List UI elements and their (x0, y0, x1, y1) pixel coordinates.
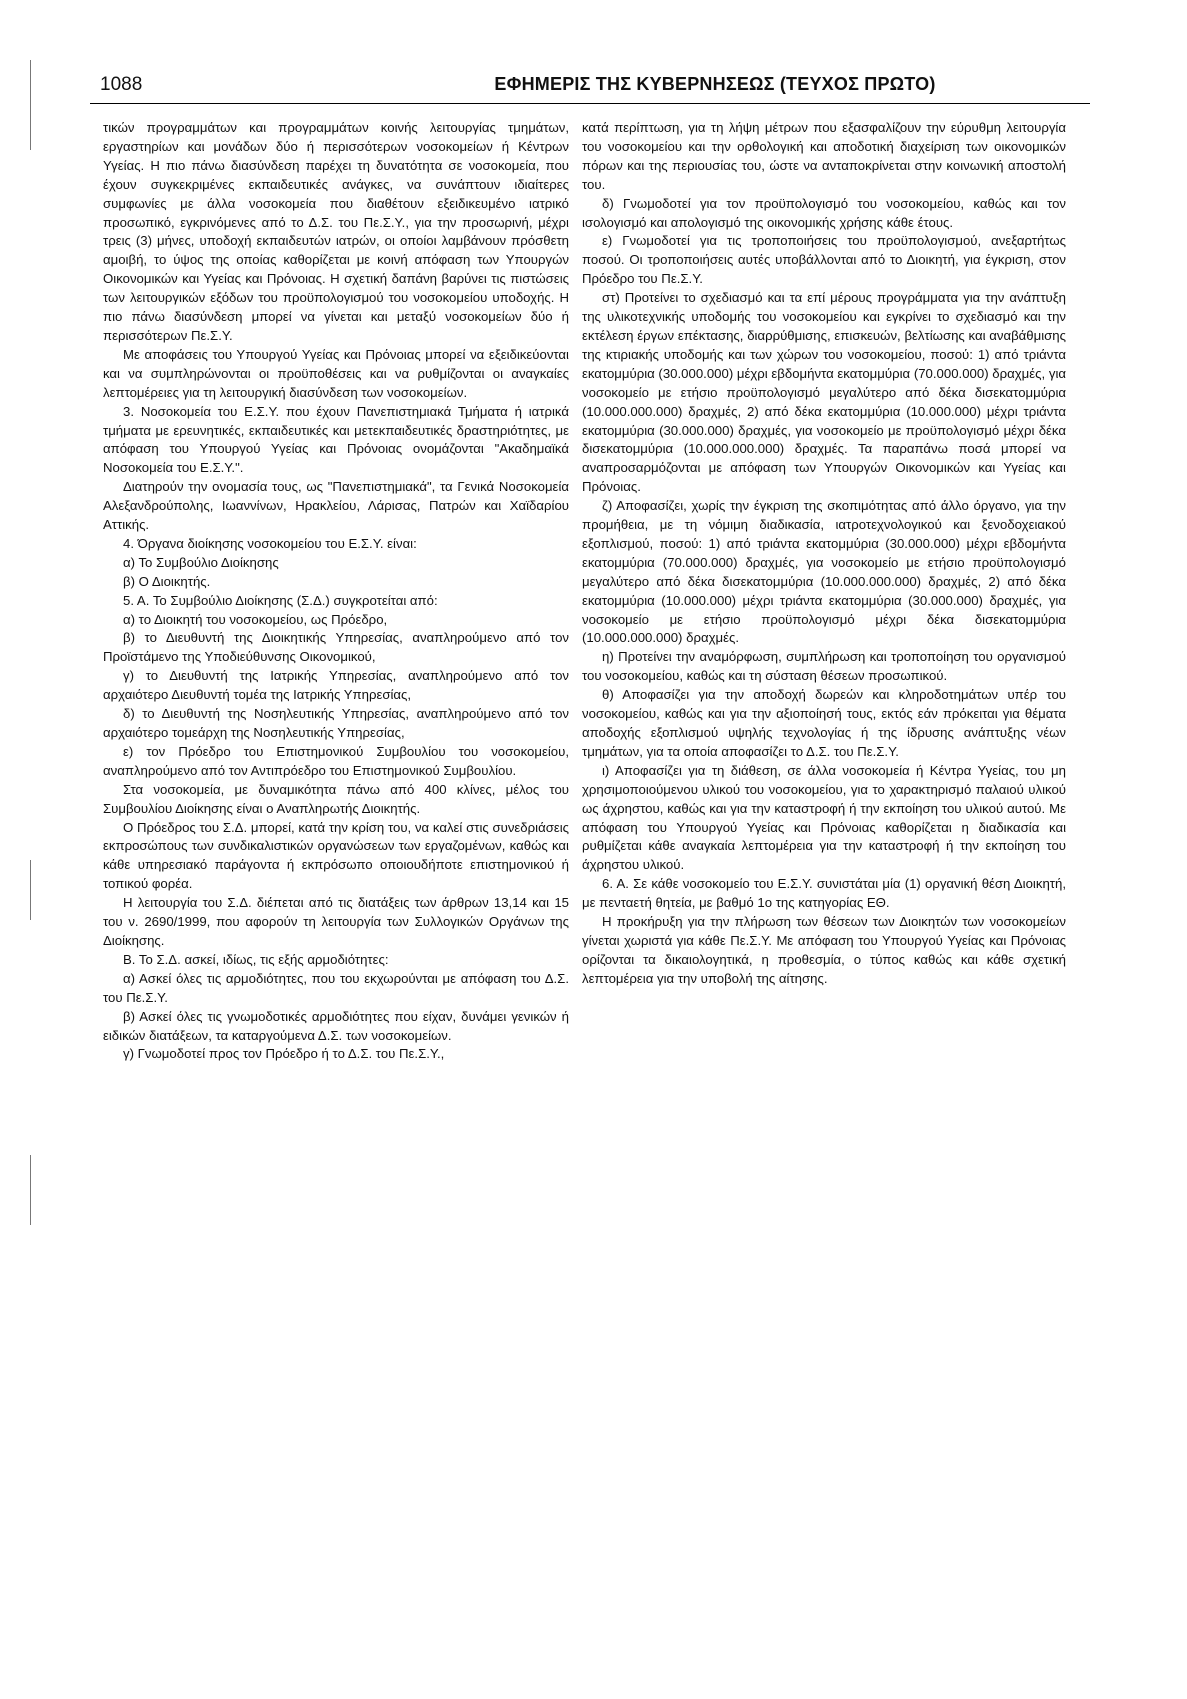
paragraph: Στα νοσοκομεία, με δυναμικότητα πάνω από 400 κλίνες, μέλος του Συμβουλίου Διοίκησης είναι ο Αναπληρωτής Διοικητής. (103, 781, 569, 816)
paragraph: α) Το Συμβούλιο Διοίκησης (123, 554, 279, 570)
paragraph: θ) Αποφασίζει για την αποδοχή δωρεών και κληροδοτημάτων υπέρ του νοσοκομείου, καθώς και για την αξιοποίησή τους, εκτός εάν πρόκειται για θέματα αποδοχής εξοπλισμού υψηλής τεχνολογίας ή της ίδρυσης ανάπτυξης νέων τμημάτων, για τα οποία αποφασίζει το Δ.Σ. του Πε.Σ.Υ. (582, 687, 1066, 759)
scan-margin-line (30, 1155, 31, 1225)
paragraph: ζ) Αποφασίζει, χωρίς την έγκριση της σκοπιμότητας από άλλο όργανο, για την προμήθεια, με τη νόμιμη διαδικασία, ιατροτεχνολογικού και ξενοδοχειακού εξοπλισμού, ποσού: 1) από τριάντα εκατομμύρια (30.000.000) μέχρι εβδομήντα εκατομμύρια (70.000.000) δραχμές, για νοσοκομείο με ετήσιο προϋπολογισμό μεγαλύτερο από δέκα δισεκατομμύρια (10.000.000.000) δραχμές, 2) από δέκα εκατομμύρια (10.000.000) μέχρι τριάντα εκατομμύρια (30.000.000) δραχμές, για νοσοκομείο με ετήσιο προϋπολογισμό μέχρι δέκα δισεκατομμύρια (10.000.000.000) δραχμές. (582, 498, 1066, 646)
paragraph: 3. Νοσοκομεία του Ε.Σ.Υ. που έχουν Πανεπιστημιακά Τμήματα ή ιατρικά τμήματα με ερευνητικές, εκπαιδευτικές και μετεκπαιδευτικές δραστηριότητες, με απόφαση του Υπουργού Υγείας και Πρόνοιας ονομάζονται "Ακαδημαϊκά Νοσοκομεία του Ε.Σ.Υ.". (103, 403, 569, 476)
paragraph: δ) το Διευθυντή της Νοσηλευτικής Υπηρεσίας, αναπληρούμενο από τον αρχαιότερο τομεάρχη της Νοσηλευτικής Υπηρεσίας, (103, 706, 569, 740)
paragraph: β) Ο Διοικητής. (123, 573, 211, 589)
paragraph: Β. Το Σ.Δ. ασκεί, ιδίως, τις εξής αρμοδιότητες: (123, 951, 389, 967)
paragraph: στ) Προτείνει το σχεδιασμό και τα επί μέρους προγράμματα για την ανάπτυξη της υλικοτεχνικής υποδομής του νοσοκομείου και εγκρίνει το σχεδιασμό και την εκτέλεση έργων επέκτασης, διαρρύθμισης, επισκευών, βελτίωσης και αναβάθμισης της κτιριακής υποδομής και των χώρων του νοσοκομείου, ποσού: 1) από τριάντα εκατομμύρια (30.000.000) μέχρι εβδομήντα εκατομμύρια (70.000.000) δραχμές, για νοσοκομείο με ετήσιο προϋπολογισμό μεγαλύτερο από δέκα δισεκατομμύρια (10.000.000.000) δραχμές, 2) από δέκα εκατομμύρια (10.000.000) μέχρι τριάντα εκατομμύρια (30.000.000) δραχμές, για νοσοκομείο με προϋπολογισμό μέχρι δέκα δισεκατομμύρια (10.000.000.000) δραχμές. Τα παραπάνω ποσά μπορεί να αναπροσαρμόζονται με απόφαση των Υπουργών Οικονομικών και Υγείας και Πρόνοιας. (582, 290, 1066, 495)
paragraph: ε) Γνωμοδοτεί για τις τροποποιήσεις του προϋπολογισμού, ανεξαρτήτως ποσού. Οι τροποποιήσεις αυτές υποβάλλονται από το Διοικητή, για έγκριση, στον Πρόεδρο του Πε.Σ.Υ. (582, 233, 1066, 287)
gazette-title: ΕΦΗΜΕΡΙΣ ΤΗΣ ΚΥΒΕΡΝΗΣΕΩΣ (ΤΕΥΧΟΣ ΠΡΩΤΟ) (494, 74, 936, 94)
paragraph: γ) Γνωμοδοτεί προς τον Πρόεδρο ή το Δ.Σ. του Πε.Σ.Υ., (123, 1046, 445, 1062)
paragraph: τικών προγραμμάτων και προγραμμάτων κοινής λειτουργίας τμημάτων, εργαστηρίων και μονάδων δύο ή περισσότερων νοσοκομείων ή Κέντρων Υγείας. Η πιο πάνω διασύνδεση παρέχει τη δυνατότητα σε νοσοκομεία, που έχουν συγκεκριμένες εκπαιδευτικές ανάγκες, να συνάπτουν ιδιαίτερες συμφωνίες με άλλα νοσοκομεία που διαθέτουν εξειδικευμένο ιατρικό προσωπικό, εγκρινόμενες από το Δ.Σ. του Πε.Σ.Υ., για την προσωρινή, μέχρι τρεις (3) μήνες, υποδοχή εκπαιδευτών ιατρών, οι οποίοι λαμβάνουν πρόσθετη αμοιβή, το ύψος της οποίας καθορίζεται με κοινή απόφαση των Υπουργών Οικονομικών και Υγείας και Πρόνοιας. Η σχετική δαπάνη βαρύνει τις πιστώσεις των λειτουργικών εξόδων του προϋπολογισμού του νοσοκομείου υποδοχής. Η πιο πάνω διασύνδεση μπορεί να γίνεται και μεταξύ νοσοκομείων δύο ή περισσότερων Πε.Σ.Υ. (103, 120, 569, 343)
paragraph: κατά περίπτωση, για τη λήψη μέτρων που εξασφαλίζουν την εύρυθμη λειτουργία του νοσοκομείου και την ορθολογική και αποδοτική διαχείριση των οικονομικών πόρων και της περιουσίας του, ώστε να ανταποκρίνεται στην κοινωνική αποστολή του. (582, 120, 1066, 192)
header-rule (90, 103, 1090, 104)
page-header (100, 74, 1090, 104)
paragraph: Η προκήρυξη για την πλήρωση των θέσεων των Διοικητών των νοσοκομείων γίνεται χωριστά για κάθε Πε.Σ.Υ. Με απόφαση του Υπουργού Υγείας και Πρόνοιας ορίζονται τα δικαιολογητικά, η προθεσμία, ο τύπος καθώς και κάθε σχετική λεπτομέρεια για την υποβολή της αίτησης. (582, 914, 1066, 986)
paragraph: β) Ασκεί όλες τις γνωμοδοτικές αρμοδιότητες που είχαν, δυνάμει γενικών ή ειδικών διατάξεων, τα καταργούμενα Δ.Σ. των νοσοκομείων. (103, 1008, 569, 1043)
paragraph: 5. Α. Το Συμβούλιο Διοίκησης (Σ.Δ.) συγκροτείται από: (123, 592, 438, 608)
paragraph: β) το Διευθυντή της Διοικητικής Υπηρεσίας, αναπληρούμενο από τον Προϊστάμενο της Υποδιεύθυνσης Οικονομικού, (103, 630, 569, 665)
paragraph: Διατηρούν την ονομασία τους, ως "Πανεπιστημιακά", τα Γενικά Νοσοκομεία Αλεξανδρούπολης, Ιωαννίνων, Ηρακλείου, Λάρισας, Πατρών και Χαϊδαρίου Αττικής. (103, 479, 569, 533)
paragraph: Με αποφάσεις του Υπουργού Υγείας και Πρόνοιας μπορεί να εξειδικεύονται και να συμπληρώνονται οι προϋποθέσεις και να ρυθμίζονται οι αναγκαίες λεπτομέρειες για τη λειτουργική διασύνδεση των νοσοκομείων. (103, 346, 569, 400)
scan-margin-line (30, 860, 31, 920)
paragraph: ι) Αποφασίζει για τη διάθεση, σε άλλα νοσοκομεία ή Κέντρα Υγείας, του μη χρησιμοποιούμενου υλικού του νοσοκομείου, για το χαρακτηρισμό παλαιού υλικού ως άχρηστου, καθώς και για την καταστροφή ή την εκποίηση του υλικού αυτού. Με απόφαση του Υπουργού Υγείας και Πρόνοιας καθορίζεται η διαδικασία και ρυθμίζεται κάθε αναγκαία λεπτομέρεια για την καταστροφή ή την εκποίηση του άχρηστου υλικού. (582, 762, 1066, 873)
paragraph: Ο Πρόεδρος του Σ.Δ. μπορεί, κατά την κρίση του, να καλεί στις συνεδριάσεις εκπροσώπους των συνδικαλιστικών οργανώσεων των εργαζομένων, καθώς και κάθε υπηρεσιακό παράγοντα ή εκπρόσωπο οποιουδήποτε επιστημονικού ή τοπικού φορέα. (103, 819, 569, 892)
scan-margin-line (30, 60, 31, 150)
paragraph: α) Ασκεί όλες τις αρμοδιότητες, που του εκχωρούνται με απόφαση του Δ.Σ. του Πε.Σ.Υ. (103, 970, 569, 1005)
paragraph: γ) το Διευθυντή της Ιατρικής Υπηρεσίας, αναπληρούμενο από τον αρχαιότερο Διευθυντή τομέα της Ιατρικής Υπηρεσίας, (103, 668, 569, 703)
paragraph: Η λειτουργία του Σ.Δ. διέπεται από τις διατάξεις των άρθρων 13,14 και 15 του ν. 2690/1999, που αφορούν τη λειτουργία των Συλλογικών Οργάνων της Διοίκησης. (103, 895, 569, 948)
paragraph: α) το Διοικητή του νοσοκομείου, ως Πρόεδρο, (123, 611, 388, 627)
paragraph: 4. Όργανα διοίκησης νοσοκομείου του Ε.Σ.Υ. είναι: (123, 535, 417, 551)
paragraph: 6. Α. Σε κάθε νοσοκομείο του Ε.Σ.Υ. συνιστάται μία (1) οργανική θέση Διοικητή, με πενταετή θητεία, με βαθμό 1ο της κατηγορίας ΕΘ. (582, 876, 1066, 911)
right-column (582, 119, 1066, 989)
paragraph: δ) Γνωμοδοτεί για τον προϋπολογισμό του νοσοκομείου, καθώς και τον ισολογισμό και απολογισμό της οικονομικής χρήσης κάθε έτους. (582, 195, 1066, 230)
left-column (103, 119, 569, 1064)
page-number: 1088 (100, 74, 143, 95)
paragraph: ε) τον Πρόεδρο του Επιστημονικού Συμβουλίου του νοσοκομείου, αναπληρούμενο από τον Αντιπρόεδρο του Επιστημονικού Συμβουλίου. (103, 743, 569, 778)
paragraph: η) Προτείνει την αναμόρφωση, συμπλήρωση και τροποποίηση του οργανισμού του νοσοκομείου, καθώς και τη σύσταση θέσεων προσωπικού. (582, 649, 1066, 684)
